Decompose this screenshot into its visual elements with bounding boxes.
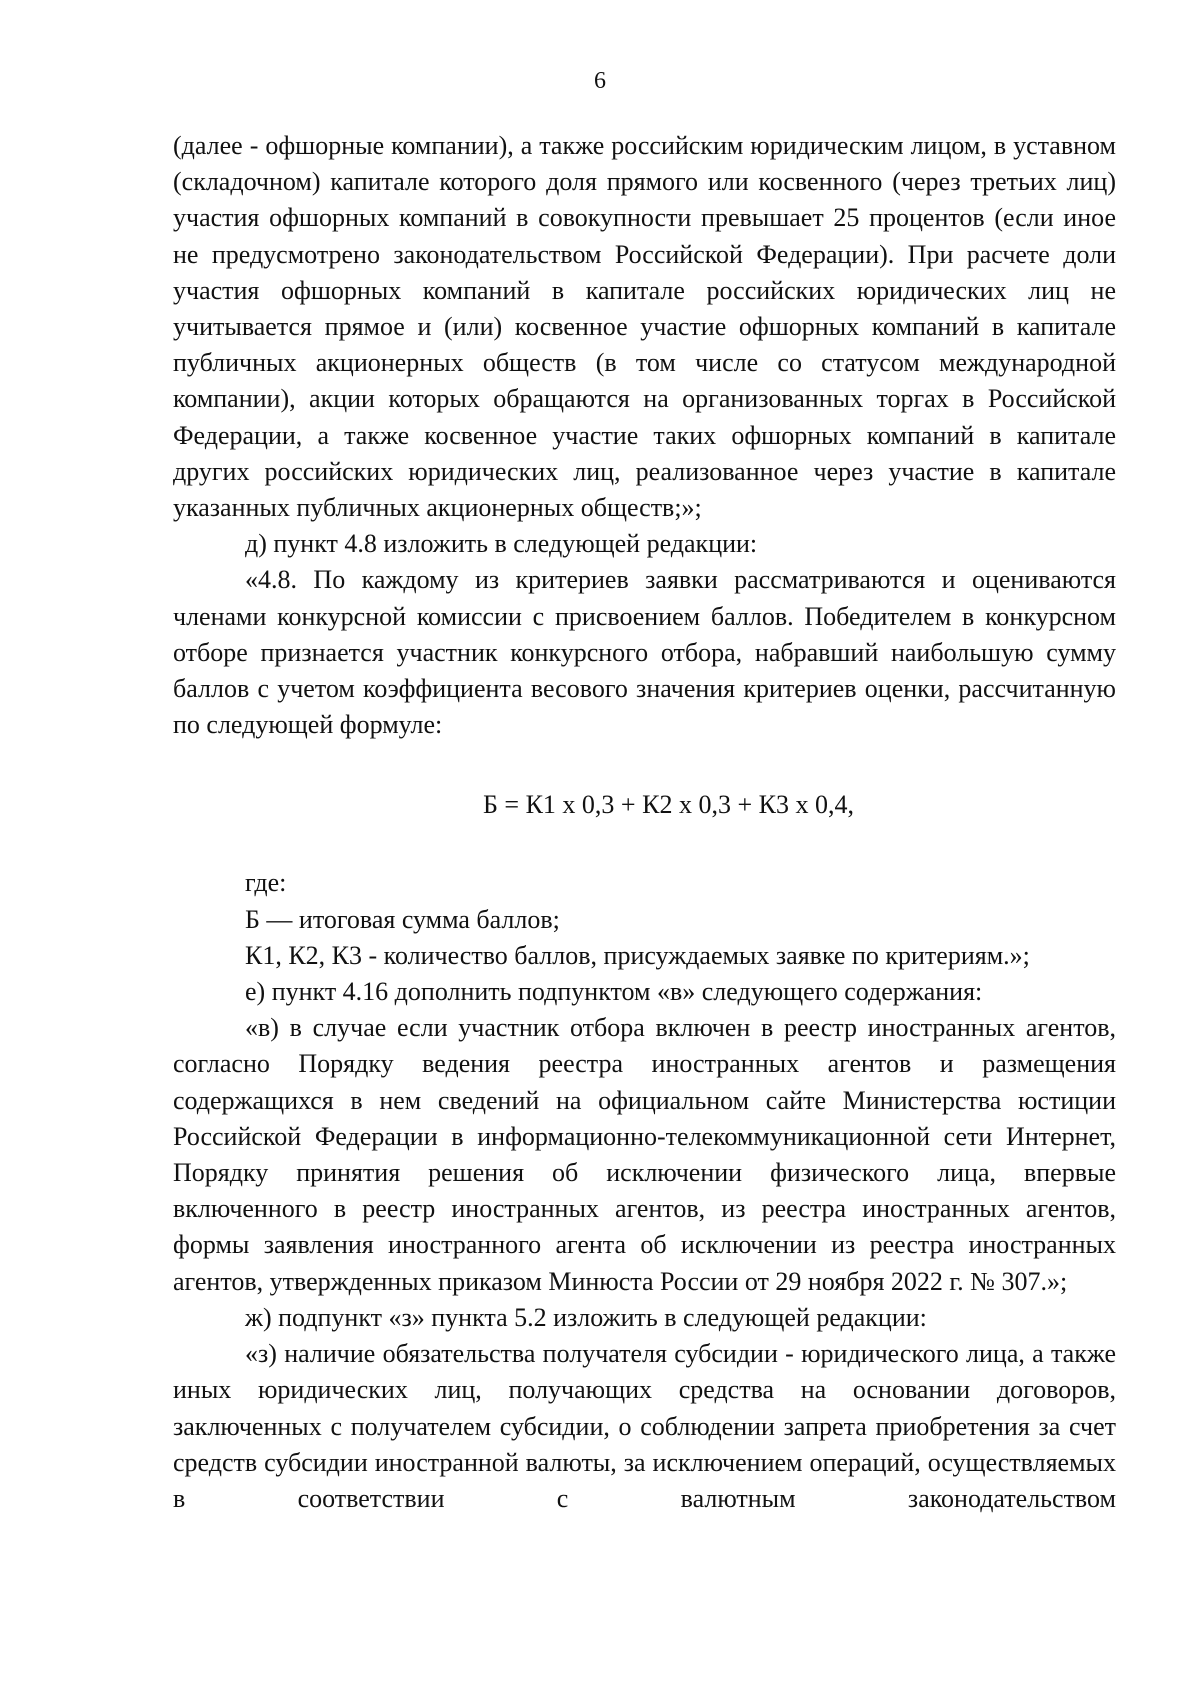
where-label: где:	[245, 868, 287, 898]
paragraph-item-zh: ж) подпункт «з» пункта 5.2 изложить в следующей редакции:	[245, 1302, 927, 1332]
paragraph-4-8-text: «4.8. По каждому из критериев заявки рассматриваются и оцениваются членами конкурсной комиссии с присвоением баллов. Победителем в конкурсном отборе признается участник конкурсного отбора, набравший наибольшую сумму баллов с учетом коэффициента весового значения критериев оценки, рассчитанную по следующей формуле:	[173, 565, 1116, 740]
paragraph-offshore-definition: (далее - офшорные компании), а также российским юридическим лицом, в уставном (складочном) капитале которого доля прямого или косвенного (через третьих лиц) участия офшорных компаний в совокупности превышает 25 процентов (если иное не предусмотрено законодательством Российской Федерации). При расчете доли участия офшорных компаний в капитале российских юридических лиц не учитывается прямое и (или) косвенное участие офшорных компаний в капитале публичных акционерных обществ (в том числе со статусом международной компании), акции которых обращаются на организованных торгах в Российской Федерации, а также косвенное участие таких офшорных компаний в капитале других российских юридических лиц, реализованное через участие в капитале указанных публичных акционерных обществ;»;	[173, 131, 1116, 523]
definition-total-score: Б — итоговая сумма баллов;	[245, 904, 560, 934]
paragraph-subitem-z: «з) наличие обязательства получателя субсидии - юридического лица, а также иных юридических лиц, получающих средства на основании договоров, заключенных с получателем субсидии, о соблюдении запрета приобретения за счет средств субсидии иностранной валюты, за исключением операций, осуществляемых в соответствии с валютным законодательством	[173, 1339, 1116, 1513]
score-formula: Б = К1 х 0,3 + К2 х 0,3 + К3 х 0,4,	[483, 790, 854, 820]
definition-criteria-scores: К1, К2, К3 - количество баллов, присуждаемых заявке по критериям.»;	[245, 940, 1030, 970]
paragraph-subitem-v: «в) в случае если участник отбора включен в реестр иностранных агентов, согласно Порядку ведения реестра иностранных агентов и размещения содержащихся в нем сведений на официальном сайте Министерства юстиции Российской Федерации в информационно-телекоммуникационной сети Интернет, Порядку принятия решения об исключении физического лица, впервые включенного в реестр иностранных агентов, из реестра иностранных агентов, формы заявления иностранного агента об исключении из реестра иностранных агентов, утвержденных приказом Минюста России от 29 ноября 2022 г. № 307.»;	[173, 1013, 1116, 1296]
page-number: 6	[594, 68, 606, 94]
paragraph-item-e: е) пункт 4.16 дополнить подпунктом «в» следующего содержания:	[245, 977, 983, 1007]
document-body	[173, 128, 1116, 1517]
paragraph-item-d: д) пункт 4.8 изложить в следующей редакции:	[245, 529, 758, 559]
